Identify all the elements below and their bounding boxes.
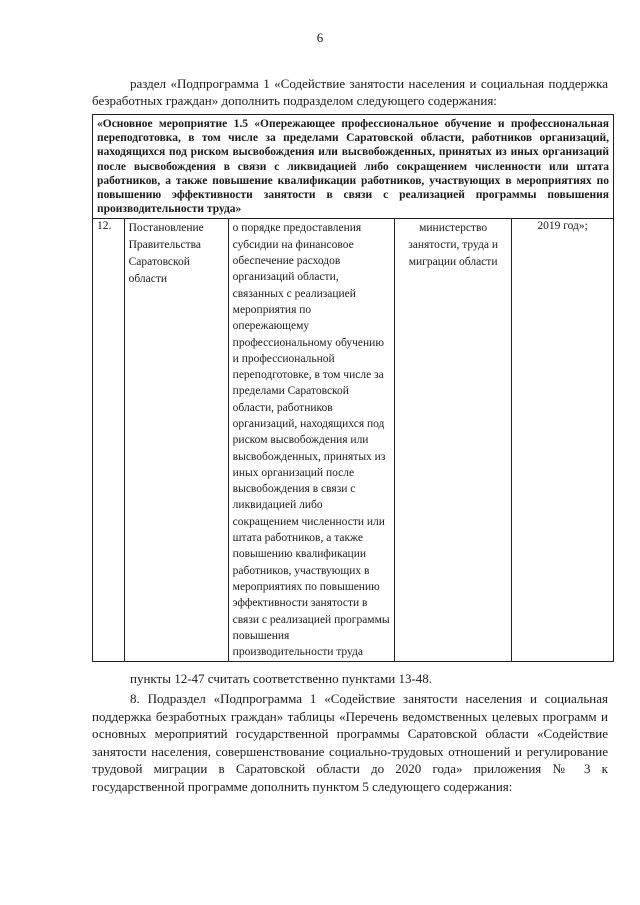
intro-paragraph: раздел «Подпрограмма 1 «Содействие занятости населения и социальная поддержка безработных граждан» дополнить подразделом следующего содержания: <box>92 76 608 108</box>
item8-paragraph: 8. Подраздел «Подпрограмма 1 «Содействие занятости населения и социальная поддержка безработных граждан» таблицы «Перечень ведомственных целевых программ и основных мероприятий государственной программы Саратовской области «Содействие занятости населения, совершенствование социально-трудовых отношений и регулирование трудовой миграции в Саратовской области до 2020 года» приложения № 3 к государственной программе дополнить пунктом 5 следующего содержания: <box>92 691 608 794</box>
table-header-row <box>93 115 614 219</box>
table-header-cell: «Основное мероприятие 1.5 «Опережающее профессиональное обучение и профессиональная переподготовка, в том числе за пределами Саратовской области, работников организаций, находящихся под риском высвобождения или высвобожденных, принятых из иных организаций после высвобождения в связи с ликвидацией либо сокращением численности или штата работников, а также повышение квалификации работников, участвующих в мероприятиях по повышению эффективности занятости в связи с реализацией программы повышения производительности труда» <box>93 115 614 219</box>
table-row <box>93 219 614 662</box>
row-number-cell: 12. <box>93 219 125 662</box>
document-type-cell: Постановление Правительства Саратовской области <box>124 219 228 662</box>
description-cell: о порядке предоставления субсидии на финансовое обеспечение расходов организаций области, связанных с реализацией мероприятия по опережающему профессиональному обучению и профессиональной переподготовке, в том числе за пределами Саратовской области, работников организаций, находящихся под риском высвобождения или высвобожденных, принятых из иных организаций после высвобождения в связи с ликвидацией либо сокращением численности или штата работников, а также повышению квалификации работников, участвующих в мероприятиях по повышению эффективности занятости в связи с реализацией программы повышения производительности труда <box>228 219 394 662</box>
measures-table <box>92 114 614 662</box>
renumber-paragraph: пункты 12-47 считать соответственно пунктами 13-48. <box>130 671 433 686</box>
page-number: 6 <box>316 30 324 45</box>
executor-cell: министерство занятости, труда и миграции области <box>395 219 512 662</box>
date-cell: 2019 год»; <box>512 219 614 662</box>
